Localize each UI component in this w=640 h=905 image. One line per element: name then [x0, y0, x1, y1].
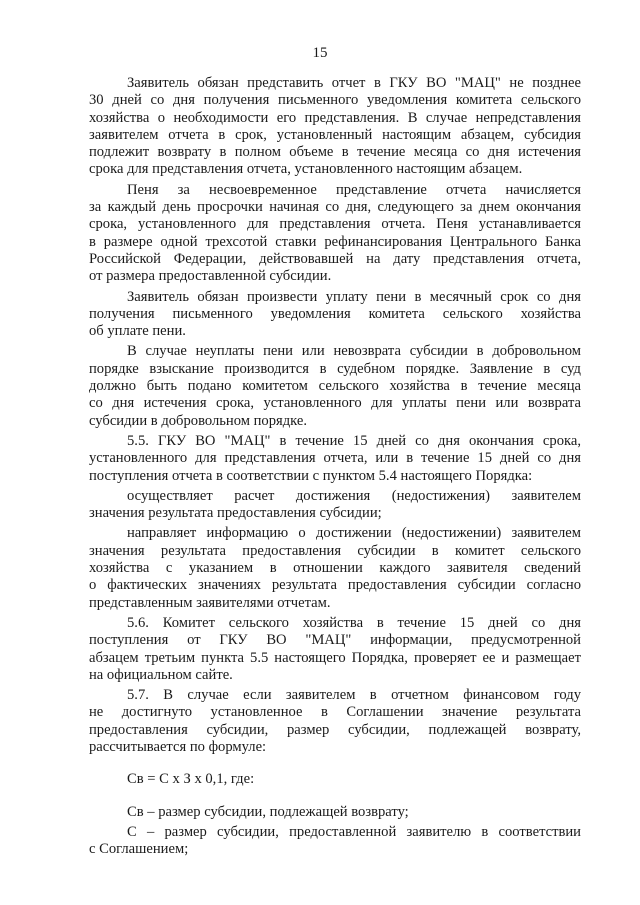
text-line: об уплате пени. [89, 323, 186, 340]
text-line: получения письменного уведомления комитета сельского хозяйства [89, 305, 581, 322]
text-line: предоставления субсидии, размер субсидии, подлежащей возврату, [89, 721, 581, 738]
text-line: о фактических значениях результата предоставления субсидии согласно [89, 577, 581, 594]
paragraph-penalty [89, 182, 581, 286]
text-line: срока для представления отчета, установленного настоящим абзацем. [89, 161, 523, 178]
document-body [89, 75, 581, 861]
text-line: от размера предоставленной субсидии. [89, 268, 332, 285]
text-line: должно быть подано комитетом сельского хозяйства в течение месяца [89, 378, 581, 395]
text-line: с Соглашением; [89, 841, 189, 858]
text-line: субсидии в добровольном порядке. [89, 412, 308, 429]
text-line: представленным заявителями отчетам. [89, 594, 331, 611]
text-line: В случае неуплаты пени или невозврата субсидии в добровольном [127, 343, 581, 360]
paragraph-penalty-payment [89, 289, 581, 341]
text-line: значения результата предоставления субсидии; [89, 505, 382, 522]
text-line: осуществляет расчет достижения (недостижения) заявителем [127, 487, 581, 504]
paragraph-information-transfer [89, 525, 581, 611]
text-line: установленного для представления отчета, или в течение 15 дней со дня [89, 450, 581, 467]
refund-formula: Св = С х З х 0,1, где: [127, 771, 255, 788]
definition-refund-amount [89, 804, 581, 821]
paragraph-calculation [89, 488, 581, 523]
paragraph-clause-5-6 [89, 615, 581, 684]
paragraph-report-obligation [89, 75, 581, 179]
text-line: рассчитывается по формуле: [89, 738, 267, 755]
text-line: заявителем отчета в срок, установленный настоящим абзацем, субсидия [89, 126, 581, 143]
text-line: Св – размер субсидии, подлежащей возврату; [127, 803, 409, 820]
text-line: за каждый день просрочки начиная со дня, следующего за днем окончания [89, 199, 581, 216]
text-line: Пеня за несвоевременное представление отчета начисляется [127, 181, 581, 198]
text-line: поступления от ГКУ ВО "МАЦ" информации, предусмотренной [89, 632, 581, 649]
paragraph-court-recovery [89, 343, 581, 429]
text-line: на официальном сайте. [89, 666, 233, 683]
text-line: 5.5. ГКУ ВО "МАЦ" в течение 15 дней со дня окончания срока, [127, 432, 581, 449]
text-line: направляет информацию о достижении (недостижении) заявителем [127, 525, 581, 542]
text-line: абзацем третьим пункта 5.5 настоящего Порядка, проверяет ее и размещает [89, 649, 581, 666]
text-line: порядке взыскание производится в судебном порядке. Заявление в суд [89, 360, 581, 377]
text-line: 5.7. В случае если заявителем в отчетном финансовом году [127, 687, 581, 704]
text-line: поступления отчета в соответствии с пунктом 5.4 настоящего Порядка: [89, 467, 533, 484]
formula-block [89, 771, 581, 788]
text-line: в размере одной трехсотой ставки рефинансирования Центрального Банка [89, 233, 581, 250]
page-number: 15 [312, 45, 328, 61]
text-line: С – размер субсидии, предоставленной заявителю в соответствии [127, 823, 581, 840]
definition-subsidy-amount [89, 824, 581, 859]
text-line: 5.6. Комитет сельского хозяйства в течение 15 дней со дня [127, 614, 581, 631]
text-line: хозяйства с указанием в отношении каждого заявителя сведений [89, 560, 581, 577]
text-line: не достигнуто установленное в Соглашении значение результата [89, 704, 581, 721]
text-line: со дня истечения срока, установленного для уплаты пени или возврата [89, 395, 581, 412]
text-line: Российской Федерации, действовавшей на дату представления отчета, [89, 250, 581, 267]
text-line: хозяйства о необходимости его представления. В случае непредставления [89, 109, 581, 126]
paragraph-clause-5-7 [89, 687, 581, 756]
text-line: Заявитель обязан представить отчет в ГКУ ВО "МАЦ" не позднее [127, 75, 581, 91]
text-line: подлежит возврату в полном объеме в течение месяца со дня истечения [89, 144, 581, 161]
paragraph-clause-5-5 [89, 433, 581, 485]
text-line: значения результата предоставления субсидии в комитет сельского [89, 542, 581, 559]
text-line: 30 дней со дня получения письменного уведомления комитета сельского [89, 92, 581, 109]
text-line: срока, установленного для представления отчета. Пеня устанавливается [89, 216, 581, 233]
text-line: Заявитель обязан произвести уплату пени в месячный срок со дня [127, 288, 581, 305]
